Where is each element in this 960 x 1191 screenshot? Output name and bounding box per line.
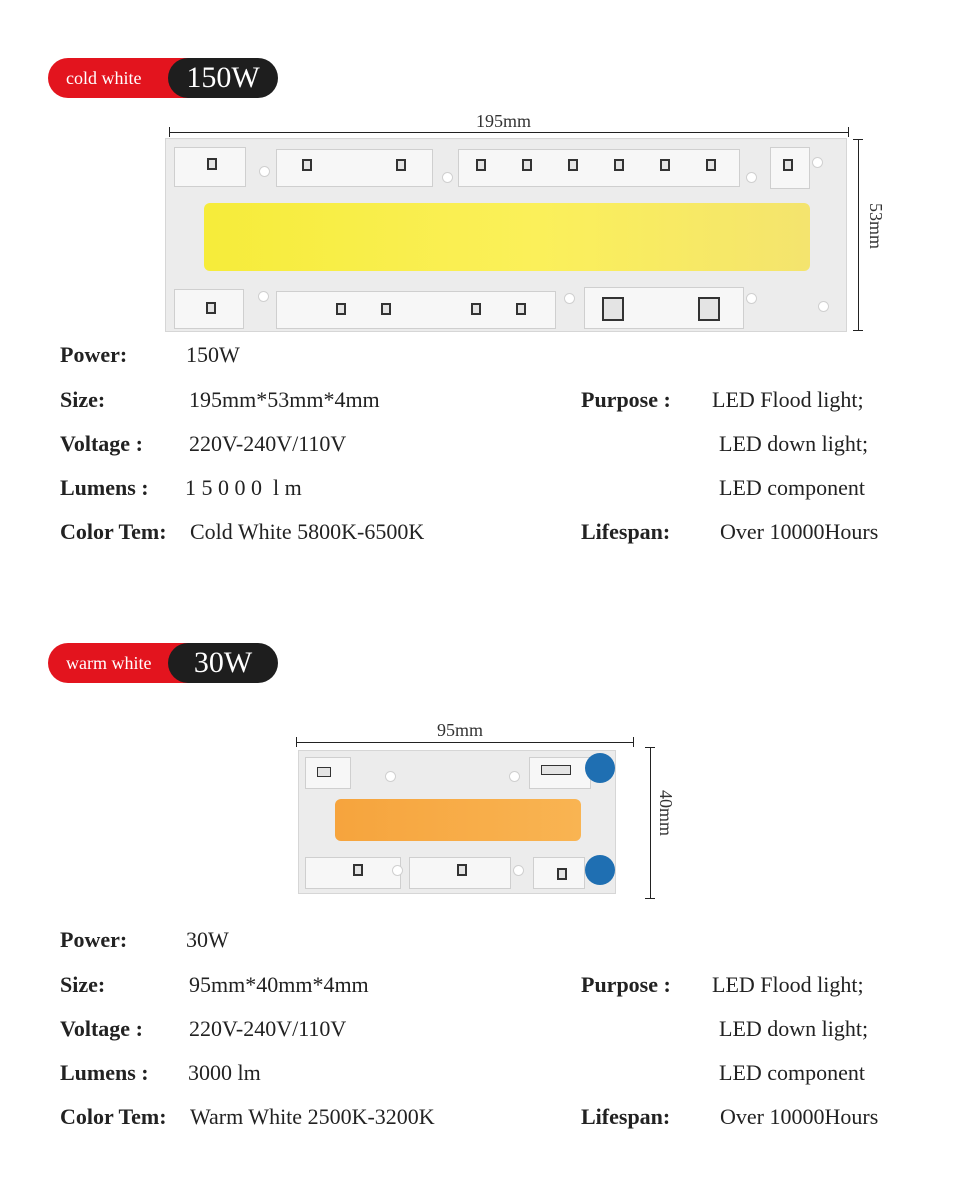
- height-dimension-line: [650, 748, 651, 898]
- badge-variant-label: warm white: [48, 643, 198, 683]
- lumens-value: 1 5 0 0 0 l m: [185, 475, 302, 500]
- color-temp-value: Warm White 2500K-3200K: [190, 1104, 435, 1129]
- purpose-item: LED down light;: [719, 1016, 869, 1041]
- connector-icon: [585, 855, 615, 885]
- color-temp-label: Color Tem:: [60, 519, 167, 544]
- badge-cold-white: [48, 58, 280, 98]
- size-label: Size:: [60, 972, 106, 997]
- lifespan-label: Lifespan:: [581, 519, 671, 544]
- size-value: 95mm*40mm*4mm: [189, 972, 369, 997]
- width-dimension-line: [297, 742, 633, 743]
- led-strip-warm-white: [335, 799, 581, 841]
- color-temp-label: Color Tem:: [60, 1104, 167, 1129]
- width-dimension-label: 195mm: [476, 111, 532, 131]
- power-label: Power:: [60, 342, 128, 367]
- height-dimension-label: 53mm: [866, 203, 886, 250]
- badge-wattage-label: 30W: [168, 643, 278, 683]
- width-dimension-label: 95mm: [437, 720, 484, 740]
- cob-board-150w: [165, 138, 847, 332]
- power-label: Power:: [60, 927, 128, 952]
- purpose-label: Purpose :: [581, 387, 671, 412]
- connector-icon: [585, 753, 615, 783]
- lumens-value: 3000 lm: [188, 1060, 261, 1085]
- lifespan-label: Lifespan:: [581, 1104, 671, 1129]
- purpose-item: LED component: [719, 1060, 866, 1085]
- height-dimension-line: [858, 140, 859, 330]
- badge-variant-label: cold white: [48, 58, 198, 98]
- color-temp-value: Cold White 5800K-6500K: [190, 519, 425, 544]
- purpose-label: Purpose :: [581, 972, 671, 997]
- voltage-value: 220V-240V/110V: [189, 431, 347, 456]
- voltage-label: Voltage :: [60, 431, 143, 456]
- purpose-item: LED Flood light;: [712, 972, 864, 997]
- purpose-item: LED component: [719, 475, 866, 500]
- lumens-label: Lumens :: [60, 1060, 149, 1085]
- voltage-value: 220V-240V/110V: [189, 1016, 347, 1041]
- badge-warm-white: [48, 643, 280, 683]
- badge-wattage-label: 150W: [168, 58, 278, 98]
- lifespan-value: Over 10000Hours: [720, 1104, 879, 1129]
- lumens-label: Lumens :: [60, 475, 149, 500]
- led-strip-cold-white: [204, 203, 810, 271]
- voltage-label: Voltage :: [60, 1016, 143, 1041]
- power-value: 150W: [186, 342, 240, 367]
- height-dimension-label: 40mm: [656, 790, 676, 837]
- size-value: 195mm*53mm*4mm: [189, 387, 380, 412]
- width-dimension-line: [170, 132, 848, 133]
- lifespan-value: Over 10000Hours: [720, 519, 879, 544]
- purpose-item: LED Flood light;: [712, 387, 864, 412]
- cob-board-30w: [298, 750, 616, 894]
- size-label: Size:: [60, 387, 106, 412]
- power-value: 30W: [186, 927, 229, 952]
- purpose-item: LED down light;: [719, 431, 869, 456]
